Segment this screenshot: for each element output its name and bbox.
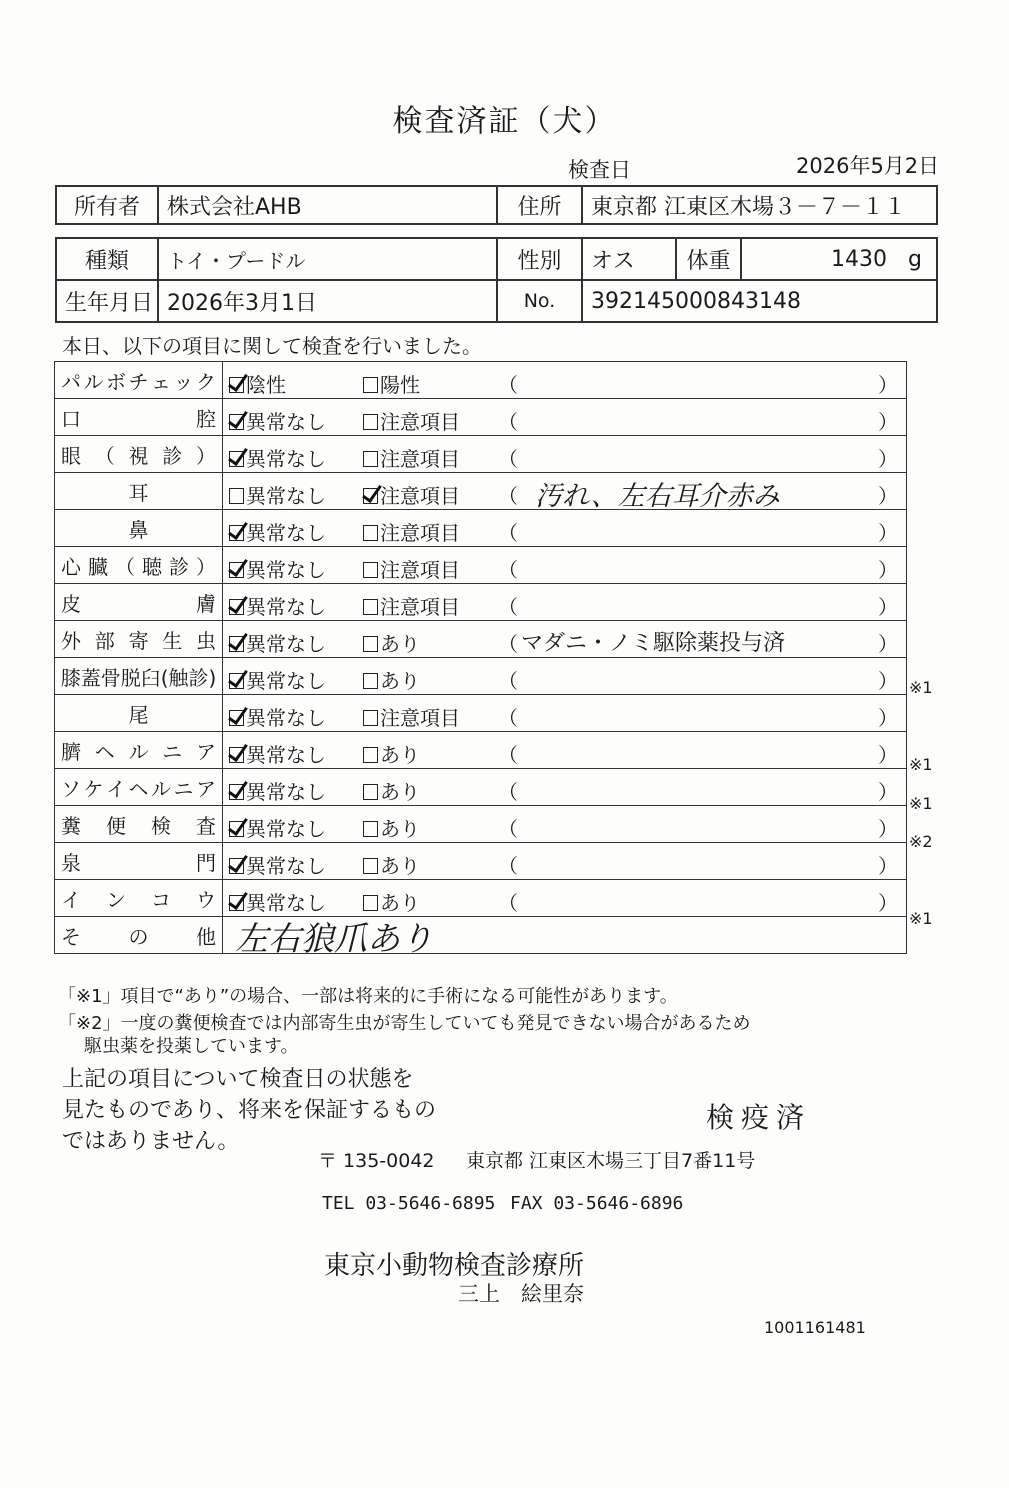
item-name-char: ）: [196, 554, 216, 579]
checkbox-icon[interactable]: [363, 599, 378, 615]
item-name-text: [61, 810, 216, 839]
address-value: 東京都 江東区木場３－７－１１: [582, 186, 937, 224]
item-name-char: 他: [196, 924, 216, 949]
option-attention[interactable]: [363, 776, 420, 805]
item-name: [55, 917, 223, 954]
inspection-row: [55, 547, 907, 584]
option-attention[interactable]: [363, 591, 460, 620]
item-name: [55, 843, 223, 880]
checkbox-icon[interactable]: [363, 673, 378, 689]
option-label: 異常なし: [246, 780, 326, 804]
paren-close: ）: [878, 447, 898, 471]
option-label: 注意項目: [380, 706, 460, 730]
footnote-2: 「※2」一度の糞便検査では内部寄生虫が寄生していても発見できない場合があるため: [58, 1013, 751, 1034]
paren-open: （: [498, 521, 518, 545]
pet-table: [55, 237, 938, 323]
other-row: [55, 917, 907, 954]
result-cell: [223, 843, 907, 880]
option-normal[interactable]: [229, 443, 326, 472]
item-name-char: ア: [196, 776, 216, 801]
item-name-char: 聴: [142, 554, 162, 579]
handwritten-other-note: 左右狼爪あり: [235, 919, 433, 954]
option-attention[interactable]: [363, 406, 460, 435]
item-name: [55, 362, 223, 399]
option-normal[interactable]: [229, 406, 326, 435]
footnote-marker: ※1: [909, 755, 933, 774]
option-label: あり: [380, 669, 420, 693]
item-name-char: ソ: [61, 776, 81, 801]
result-cell: [223, 547, 907, 584]
other-note-cell: [223, 917, 907, 954]
item-name-char: 皮: [61, 591, 81, 616]
inspection-row: [55, 695, 907, 732]
checkbox-icon[interactable]: [363, 710, 378, 726]
paren-close: ）: [878, 854, 898, 878]
item-name: [55, 473, 223, 510]
item-name-char: （: [115, 554, 135, 579]
inspector-name: 三上 絵里奈: [458, 1282, 584, 1306]
item-name: [55, 732, 223, 769]
item-name-text: [61, 440, 216, 469]
item-name-char: ウ: [196, 887, 216, 912]
option-label: 注意項目: [380, 558, 460, 582]
checked-box-icon[interactable]: [229, 710, 244, 726]
item-name: [55, 880, 223, 917]
option-label: 陽性: [380, 373, 420, 397]
checked-box-icon[interactable]: [229, 636, 244, 652]
item-name-text: [61, 847, 216, 876]
item-name-char: ッ: [173, 369, 194, 394]
footnote-marker: ※1: [909, 793, 933, 813]
checkbox-icon[interactable]: [229, 488, 244, 504]
statement: [62, 1064, 436, 1157]
option-label: あり: [380, 743, 420, 767]
item-name-char: ン: [106, 887, 126, 912]
item-name-char: チ: [128, 369, 149, 394]
checked-box-icon[interactable]: [229, 858, 244, 874]
option-label: あり: [380, 854, 420, 878]
paren-close: ）: [878, 410, 898, 434]
option-label: 異常なし: [246, 743, 326, 767]
item-name-char: 生: [162, 628, 183, 653]
item-name-char: （: [94, 443, 115, 468]
checkbox-icon[interactable]: [363, 451, 378, 467]
checkbox-icon[interactable]: [363, 858, 378, 874]
item-name-text: [61, 514, 216, 543]
statement-line: ではありません。: [62, 1129, 240, 1154]
checkbox-icon[interactable]: [363, 414, 378, 430]
clinic-name: 東京小動物検査診療所: [324, 1251, 585, 1281]
result-cell: [223, 362, 907, 399]
option-attention[interactable]: [363, 665, 420, 694]
paren-open: （: [498, 854, 518, 878]
checked-box-icon[interactable]: [229, 895, 244, 911]
result-cell: [223, 880, 907, 917]
option-label: あり: [380, 632, 420, 656]
checkbox-icon[interactable]: [363, 821, 378, 837]
checked-box-icon[interactable]: [229, 599, 244, 615]
paren-open: （: [498, 891, 518, 915]
inspection-date: 2026年5月2日: [796, 154, 940, 178]
item-name-char: の: [128, 924, 149, 949]
item-name-char: 検: [151, 813, 171, 838]
paren-open: （: [498, 780, 518, 804]
option-attention[interactable]: [363, 887, 420, 916]
item-name-char: 口: [61, 406, 81, 431]
option-attention[interactable]: [363, 739, 420, 768]
item-name-text: [61, 366, 216, 395]
paren-close: ）: [878, 373, 898, 397]
item-name-char: イ: [106, 776, 126, 801]
checked-box-icon[interactable]: [363, 488, 378, 504]
quarantine-stamp: 検疫済: [706, 1101, 812, 1134]
footnote-2-cont: 駆虫薬を投薬しています。: [84, 1036, 299, 1057]
checkbox-icon[interactable]: [363, 636, 378, 652]
inspection-row: [55, 399, 907, 436]
no-value: 392145000843148: [582, 280, 937, 322]
option-label: 異常なし: [246, 447, 326, 471]
checked-box-icon[interactable]: [229, 784, 244, 800]
weight-unit: g: [908, 246, 922, 272]
checked-box-icon[interactable]: [229, 821, 244, 837]
checked-box-icon[interactable]: [229, 377, 244, 393]
intro-text: 本日、以下の項目に関して検査を行いました。: [62, 334, 482, 358]
item-name-char: イ: [61, 887, 81, 912]
footnote-marker: ※1: [909, 678, 933, 697]
inspection-row: [55, 843, 907, 880]
option-attention[interactable]: [363, 369, 420, 398]
option-attention[interactable]: [363, 517, 460, 546]
item-name: [55, 584, 223, 621]
inspection-row: [55, 584, 907, 621]
paren-close: ）: [878, 891, 898, 915]
item-name-char: 便: [106, 813, 126, 838]
item-name-char: 診: [162, 443, 183, 468]
item-name-char: ル: [83, 369, 104, 394]
item-name-char: ル: [128, 739, 149, 764]
inspection-row: [55, 880, 907, 917]
checked-box-icon[interactable]: [229, 451, 244, 467]
checked-box-icon[interactable]: [229, 673, 244, 689]
item-name-char: そ: [61, 924, 81, 949]
dob-value: 2026年3月1日: [158, 280, 497, 322]
option-label: あり: [380, 891, 420, 915]
item-name-char: 臓: [88, 554, 108, 579]
item-name-char: 腔: [196, 406, 216, 431]
weight-cell: [741, 238, 937, 280]
paren-close: ）: [878, 743, 898, 767]
option-label: 異常なし: [246, 632, 326, 656]
inspection-row: [55, 806, 907, 843]
option-normal[interactable]: [229, 591, 326, 620]
option-normal[interactable]: [229, 813, 326, 842]
checkbox-icon[interactable]: [363, 784, 378, 800]
option-label: 異常なし: [246, 484, 326, 508]
option-attention[interactable]: [363, 850, 420, 879]
item-name-text: [61, 662, 216, 691]
result-cell: [223, 436, 907, 473]
checkbox-icon[interactable]: [363, 895, 378, 911]
option-label: 異常なし: [246, 817, 326, 841]
option-label: 異常なし: [246, 595, 326, 619]
checked-box-icon[interactable]: [229, 525, 244, 541]
option-label: 異常なし: [246, 669, 326, 693]
inspection-date-label: 検査日: [568, 158, 631, 182]
item-name-char: ケ: [83, 776, 104, 801]
item-name-text: [61, 477, 216, 506]
option-attention[interactable]: [363, 443, 460, 472]
item-name-char: ボ: [106, 369, 126, 394]
item-name-char: 鼻: [128, 517, 149, 542]
item-name-text: [61, 403, 216, 432]
option-label: あり: [380, 817, 420, 841]
paren-open: （: [498, 706, 518, 730]
item-name: [55, 806, 223, 843]
item-name: [55, 769, 223, 806]
item-name: [55, 695, 223, 732]
owner-value: 株式会社AHB: [158, 186, 497, 224]
inspection-row: [55, 473, 907, 510]
option-attention[interactable]: [363, 702, 460, 731]
paren-open: （: [498, 817, 518, 841]
option-label: 異常なし: [246, 521, 326, 545]
paren-open: （: [498, 558, 518, 582]
option-attention[interactable]: [363, 628, 420, 657]
item-name-char: ）: [196, 443, 216, 468]
result-cell: [223, 621, 907, 658]
result-cell: [223, 658, 907, 695]
result-cell: [223, 769, 907, 806]
option-normal[interactable]: [229, 702, 326, 731]
footnote-1: 「※1」項目で“あり”の場合、一部は将来的に手術になる可能性があります。: [58, 986, 678, 1007]
paren-open: （: [498, 669, 518, 693]
option-label: 陰性: [246, 373, 286, 397]
item-name-char: 視: [128, 443, 149, 468]
item-name-text: [61, 884, 216, 913]
item-name-char: 心: [61, 554, 81, 579]
item-name-text: [61, 588, 216, 617]
document-title: 検査済証（犬）: [392, 104, 617, 139]
handwritten-note: 汚れ、左右耳介赤み: [535, 481, 780, 510]
item-name-char: ェ: [151, 369, 171, 394]
postal-code: 〒 135-0042: [318, 1150, 435, 1172]
fax-number: FAX 03-5646-6896: [510, 1193, 684, 1214]
option-normal[interactable]: [229, 776, 326, 805]
item-name: [55, 621, 223, 658]
statement-line: 上記の項目について検査日の状態を: [62, 1067, 414, 1092]
item-name-char: 外: [61, 628, 81, 653]
item-name-char: 虫: [196, 628, 216, 653]
option-normal[interactable]: [229, 554, 326, 583]
item-name-char: 耳: [128, 480, 149, 505]
option-attention[interactable]: [363, 813, 420, 842]
item-name: [55, 399, 223, 436]
item-name-char: 寄: [128, 628, 149, 653]
option-label: 異常なし: [246, 410, 326, 434]
paren-open: （: [498, 743, 518, 767]
address-label: 住所: [497, 186, 582, 224]
dob-label: 生年月日: [56, 280, 158, 322]
weight-value: 1430: [831, 246, 888, 272]
item-name-char: 眼: [61, 443, 81, 468]
paren-close: ）: [878, 484, 898, 508]
item-name: [55, 547, 223, 584]
option-label: 注意項目: [380, 447, 460, 471]
inspection-row: [55, 436, 907, 473]
option-normal[interactable]: [229, 628, 326, 657]
item-name-char: ア: [196, 739, 216, 764]
item-name-char: 糞: [61, 813, 81, 838]
option-label: あり: [380, 780, 420, 804]
tel-number: TEL 03-5646-6895: [322, 1193, 496, 1214]
owner-label: 所有者: [56, 186, 158, 224]
paren-close: ）: [878, 521, 898, 545]
statement-line: 見たものであり、将来を保証するもの: [62, 1098, 437, 1123]
option-label: 異常なし: [246, 558, 326, 582]
serial-number: 1001161481: [764, 1318, 866, 1337]
result-cell: [223, 732, 907, 769]
item-name-text: [61, 699, 216, 728]
paren-close: ）: [878, 558, 898, 582]
item-name-text: [61, 625, 216, 654]
item-name-char: ル: [151, 776, 171, 801]
option-normal[interactable]: [229, 665, 326, 694]
result-cell: [223, 695, 907, 732]
option-normal[interactable]: [229, 739, 326, 768]
option-normal[interactable]: [229, 369, 286, 398]
option-label: 注意項目: [380, 410, 460, 434]
item-name-char: コ: [151, 887, 171, 912]
checked-box-icon[interactable]: [229, 562, 244, 578]
item-name-char: 臍: [61, 739, 81, 764]
item-name-char: ク: [196, 369, 216, 394]
item-name-char: パ: [61, 369, 81, 394]
paren-close: ）: [878, 669, 898, 693]
paren-close: ）: [878, 780, 898, 804]
owner-table: [55, 185, 938, 225]
item-name-char: ヘ: [94, 739, 115, 764]
inspection-row: [55, 732, 907, 769]
option-label: 異常なし: [246, 891, 326, 915]
checked-box-icon[interactable]: [229, 747, 244, 763]
footnote-marker: ※2: [909, 832, 933, 851]
paren-open: （: [498, 595, 518, 619]
item-name-char: 部: [94, 628, 115, 653]
item-name-text: [61, 921, 216, 950]
item-name-text: [61, 551, 216, 580]
option-label: 異常なし: [246, 854, 326, 878]
item-name-char: ニ: [162, 739, 183, 764]
checked-box-icon[interactable]: [229, 414, 244, 430]
item-name-char: 門: [196, 850, 216, 875]
breed-label: 種類: [56, 238, 158, 280]
item-name-char: 泉: [61, 850, 81, 875]
paren-open: （: [498, 447, 518, 471]
item-name: [55, 436, 223, 473]
result-cell: [223, 510, 907, 547]
item-name-char: 尾: [128, 702, 149, 727]
footnote-marker: ※1: [909, 909, 933, 928]
paren-open: （: [498, 484, 518, 508]
weight-label: 体重: [676, 238, 741, 280]
option-normal[interactable]: [229, 850, 326, 879]
checkbox-icon[interactable]: [363, 377, 378, 393]
inspection-row: [55, 658, 907, 695]
result-cell: [223, 473, 907, 510]
item-name-char: 膚: [196, 591, 216, 616]
checkbox-icon[interactable]: [363, 562, 378, 578]
inspection-row: [55, 362, 907, 399]
item-name-char: ヘ: [128, 776, 149, 801]
option-label: 異常なし: [246, 706, 326, 730]
no-label: No.: [497, 280, 582, 322]
item-name-char: 膝蓋骨脱臼(触診): [60, 665, 217, 690]
inspection-table: [54, 361, 907, 954]
paren-close: ）: [878, 706, 898, 730]
option-normal[interactable]: [229, 480, 326, 509]
breed-value: トイ・プードル: [158, 238, 497, 280]
paren-close: ）: [878, 595, 898, 619]
item-name-char: 診: [169, 554, 189, 579]
inspection-row: [55, 769, 907, 806]
item-name: [55, 510, 223, 547]
item-name-text: [61, 736, 216, 765]
remark-note: マダニ・ノミ駆除薬投与済: [521, 631, 786, 656]
item-name-text: [61, 773, 216, 802]
option-attention[interactable]: [363, 554, 460, 583]
item-name: [55, 658, 223, 695]
option-normal[interactable]: [229, 887, 326, 916]
inspection-row: [55, 510, 907, 547]
inspection-row: [55, 621, 907, 658]
paren-open: （: [498, 632, 518, 656]
option-normal[interactable]: [229, 517, 326, 546]
checkbox-icon[interactable]: [363, 525, 378, 541]
result-cell: [223, 584, 907, 621]
paren-close: ）: [878, 632, 898, 656]
option-attention[interactable]: [363, 480, 460, 509]
paren-close: ）: [878, 817, 898, 841]
paren-open: （: [498, 410, 518, 434]
item-name-char: 査: [196, 813, 216, 838]
item-name-char: ニ: [173, 776, 194, 801]
sex-label: 性別: [497, 238, 582, 280]
sex-value: オス: [582, 238, 676, 280]
option-label: 注意項目: [380, 521, 460, 545]
option-label: 注意項目: [380, 484, 460, 508]
paren-open: （: [498, 373, 518, 397]
clinic-address: 東京都 江東区木場三丁目7番11号: [466, 1150, 756, 1172]
checkbox-icon[interactable]: [363, 747, 378, 763]
result-cell: [223, 399, 907, 436]
result-cell: [223, 806, 907, 843]
option-label: 注意項目: [380, 595, 460, 619]
